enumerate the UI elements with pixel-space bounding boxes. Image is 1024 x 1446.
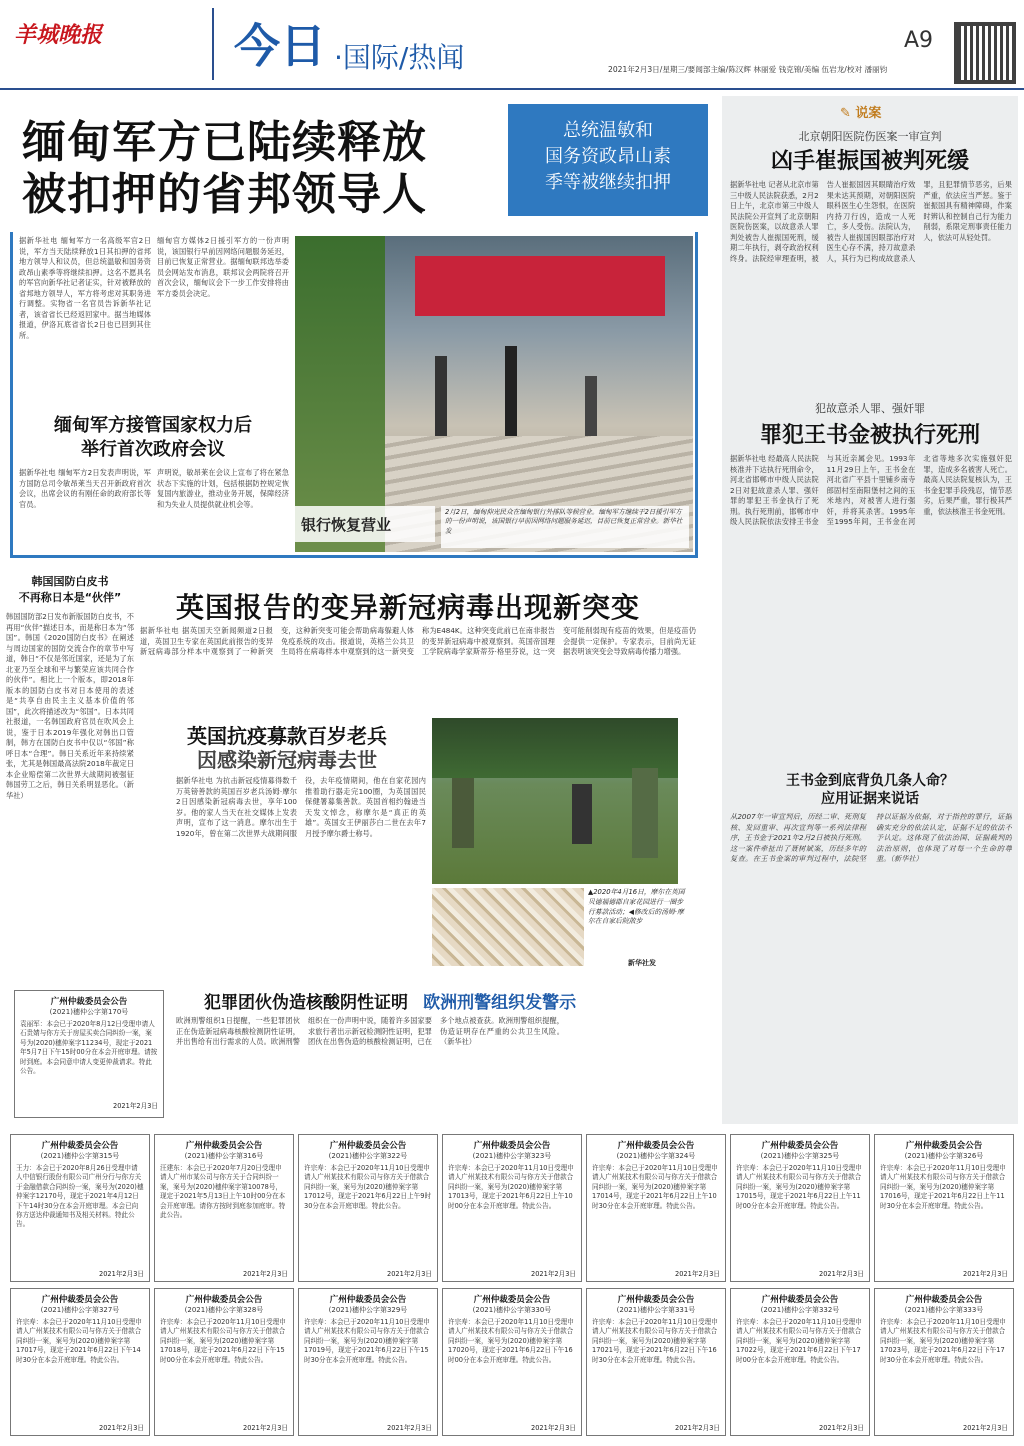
notice-date: 2021年2月3日 bbox=[963, 1270, 1008, 1278]
notices-grid bbox=[10, 1134, 1018, 1440]
notice-box bbox=[586, 1134, 726, 1282]
notice-box bbox=[874, 1288, 1014, 1436]
notice-box bbox=[442, 1288, 582, 1436]
lead-deck: 总统温敏和 国务资政昂山素 季等被继续扣押 bbox=[508, 104, 708, 216]
notice-body: 许宗寿：本会已于2020年11月10日受理申请人广州某技术有限公司与你方关于借款合同纠纷一案，案号为(2020)穗仲案字第17013号，现定于2021年6月22日上午10时00分在本会开庭审理。特此公告。 bbox=[448, 1164, 574, 1210]
qr-code bbox=[954, 22, 1016, 84]
notice-date: 2021年2月3日 bbox=[99, 1270, 144, 1278]
notice-body: 许宗寿：本会已于2020年11月10日受理申请人广州某技术有限公司与你方关于借款合同纠纷一案，案号为(2020)穗仲案字第17021号，现定于2021年6月22日下午16时30分在本会开庭审理。特此公告。 bbox=[592, 1318, 718, 1364]
notice-date: 2021年2月3日 bbox=[819, 1424, 864, 1432]
bank-photo bbox=[295, 236, 693, 552]
notice-body: 许宗寿：本会已于2020年11月10日受理申请人广州某技术有限公司与你方关于借款合同纠纷一案，案号为(2020)穗仲案字第17022号，现定于2021年6月22日下午17时00分在本会开庭审理。特此公告。 bbox=[736, 1318, 862, 1364]
notice-170: 广州仲裁委员会公告 (2021)穗仲公字第170号 袁丽军：本会已于2020年8月12日受理申请人石贵婧与你方关于房屋买卖合同纠纷一案，案号为(2020)穗仲案字11234号，现定于2021年5月7日下午15时00分在本会开庭审理。请按时到庭。本会同意申请人变更仲裁请求。特此公告。 2021年2月3日 bbox=[14, 990, 164, 1118]
notice-date: 2021年2月3日 bbox=[675, 1424, 720, 1432]
case-label: ✎ 说案 bbox=[840, 106, 882, 121]
notice-body: 许宗寿：本会已于2020年11月10日受理申请人广州某技术有限公司与你方关于借款合同纠纷一案，案号为(2020)穗仲案字第17012号，现定于2021年6月22日上午9时30分在本会开庭审理。特此公告。 bbox=[304, 1164, 432, 1210]
notice-number: (2021)穗仲公字第323号 bbox=[472, 1152, 552, 1160]
notice-title: 广州仲裁委员会公告 bbox=[905, 1141, 983, 1151]
notice-title: 广州仲裁委员会公告 bbox=[617, 1295, 695, 1305]
notice-date: 2021年2月3日 bbox=[99, 1424, 144, 1432]
mid-body: 据新华社电 据英国天空新闻频道2日报道，英国卫生专家在英国此前报告的变异新冠病毒部分样本中观察到了一种新突变，这种新突变可能会帮助病毒躲避人体免疫系统的攻击。报道说，英格兰公共卫生局将在病毒样本中观察到的这一新突变称为E484K。这种突变此前已在南非报告的变异新冠病毒中被观察到。英国帝国理工学院病毒学家斯蒂芬·格里芬说，这一突变可能削弱现有疫苗的效果，但是疫苗仍会提供一定保护。专家表示，目前尚无证据表明该突变会导致病毒传播力增强。 bbox=[140, 626, 696, 656]
section-title: 今日 bbox=[234, 19, 326, 73]
left-column: 韩国国防白皮书 不再称日本是“伙伴” 韩国国防部2日发布新版国防白皮书，不再用“伙伴”描述日本，而是称日本为“邻国”。韩国《2020国防白皮书》在阐述与周边国家的国防交流合作的章节中写道，韩日“不仅是邻近国家，还是为了东北亚乃至全球和平与繁荣应该共同合作的伙伴”。相比上一个版本，即2018年版本的国防白皮书对日本使用的表述是“共享自由民主主义基本价值的邻国”，此次将描述改为“邻国”。日本共同社报道，一名韩国政府官员在吹风会上说，鉴于日本2019年强化对韩出口管制，韩方在国防白皮书中仅以“邻国”称呼日本“合理”。韩日关系近年来持续紧张，尤其是韩国最高法院2018年裁定日本企业赔偿第二次世界大战期间被强征韩国劳工之后，韩日关系明显恶化。（新华社） bbox=[6, 574, 134, 984]
veteran-photo-caption: ▲2020年4月16日，摩尔在英国贝德福德郡自家花园进行一圈步行募款活动；◀修改后的汤姆·摩尔在自家后院散步 bbox=[588, 888, 685, 926]
notice-title: 广州仲裁委员会公告 bbox=[473, 1141, 551, 1151]
crime-headline: 犯罪团伙伪造核酸阴性证明 bbox=[204, 993, 408, 1013]
notice-date: 2021年2月3日 bbox=[243, 1424, 288, 1432]
lead-box bbox=[10, 232, 698, 558]
mid-sub-headline: 英国抗疫募款百岁老兵 因感染新冠病毒去世 bbox=[187, 724, 387, 772]
right-column bbox=[722, 96, 1018, 1124]
notice-date: 2021年2月3日 bbox=[387, 1424, 432, 1432]
notice-date: 2021年2月3日 bbox=[819, 1270, 864, 1278]
notice-body: 许宗寿：本会已于2020年11月10日受理申请人广州某技术有限公司与你方关于借款合同纠纷一案，案号为(2020)穗仲案字第17016号，现定于2021年6月22日上午11时30分在本会开庭审理。特此公告。 bbox=[880, 1164, 1006, 1210]
lead-body-2: 缅甸官方媒体2日援引军方的一份声明说，该国银行早前因网络问题服务延迟，目前已恢复正常营业。据缅甸联邦选举委员会网站发布消息，联邦议会两院将召开首次会议，缅甸议会下一步工作安排将由军方委员会决定。 bbox=[157, 236, 289, 298]
notice-box bbox=[298, 1288, 438, 1436]
photo-note: 2月2日，缅甸仰光民众在缅甸银行外排队等候营业。缅甸军方继续于2日援引军方的一份声明说，该国银行早前因网络问题服务延迟，目前已恢复正常营业。新华社发 bbox=[441, 506, 689, 548]
notice-body: 汪建东：本会已于2020年7月20日受理申请人广州市某公司与你方关于合同纠纷一案，案号为(2020)穗仲案字第10078号，现定于2021年5月13日上午10时00分在本会开庭审理。请你方按时到庭参加庭审。特此公告。 bbox=[160, 1164, 286, 1220]
photo-credit: 新华社发 bbox=[628, 959, 656, 967]
notice-number: (2021)穗仲公字第333号 bbox=[904, 1306, 984, 1314]
notice-body: 许宗寿：本会已于2020年11月10日受理申请人广州某技术有限公司与你方关于借款合同纠纷一案，案号为(2020)穗仲案字第17023号，现定于2021年6月22日下午17时30分在本会开庭审理。特此公告。 bbox=[880, 1318, 1006, 1364]
notice-box bbox=[154, 1288, 294, 1436]
left-col-body: 韩国国防部2日发布新版国防白皮书，不再用“伙伴”描述日本，而是称日本为“邻国”。韩国《2020国防白皮书》在阐述与周边国家的国防交流合作的章节中写道，韩日“不仅是邻近国家，还是为了东北亚乃至全球和平与繁荣应该共同合作的伙伴”。相比上一个版本，即2018年版本的国防白皮书对日本使用的表述是“共享自由民主主义基本价值的邻国”，此次将描述改为“邻国”。日本共同社报道，一名韩国政府官员在吹风会上说，鉴于日本2019年强化对韩出口管制，韩方在国防白皮书中仅以“邻国”称呼日本“合理”。韩日关系近年来持续紧张，尤其是韩国最高法院2018年裁定日本企业赔偿第二次世界大战期间被强征韩国劳工之后，韩日关系明显恶化。（新华社） bbox=[6, 612, 134, 800]
notice-title: 广州仲裁委员会公告 bbox=[329, 1295, 407, 1305]
case2-body: 据新华社电 经最高人民法院核准并下达执行死刑命令，河北省邯郸市中级人民法院2日对犯故意杀人罪、强奸罪的罪犯王书金执行了死刑。执行死刑前，邯郸市中级人民法院依法安排王书金与其近亲属会见。1993年11月29日上午，王书金在河北省广平县十里铺乡南寺郎固村至南阳堡村之间的玉米地内，对被害人进行强奸，并将其杀害。1995年至1995年间，王书金在河北省等地多次实施强奸犯罪，造成多名被害人死亡。最高人民法院复核认为，王书金犯罪手段残忍，情节恶劣，后果严重，罪行极其严重，依法核准王书金死刑。 bbox=[730, 454, 1012, 526]
case-body: 据新华社电 记者从北京市第三中级人民法院获悉，2月2日上午，北京市第三中级人民法院公开宣判了北京朝阳医院伤医案，以故意杀人罪判处被告人崔振国死刑，缓期二年执行，剥夺政治权利终身。法院经审理查明，被告人崔振国因其眼睛治疗效果未达其预期，对朝阳医院眼科医生心生怨恨，在医院内持刀行凶，造成一人死亡，多人受伤。法院认为，被告人崔振国因眼部治疗对医生心存不满，持刀故意杀人，其行为已构成故意杀人罪，且犯罪情节恶劣，后果严重，依法应当严惩。鉴于崔振国具有精神障碍，作案时辨认和控制自己行为能力削弱，系限定刑事责任能力人，依法可从轻处罚。 bbox=[730, 180, 1012, 263]
notice-box bbox=[10, 1134, 150, 1282]
notice-box bbox=[154, 1134, 294, 1282]
cards-photo bbox=[432, 888, 584, 966]
notice-body: 许宗寿：本会已于2020年11月10日受理申请人广州某技术有限公司与你方关于借款合同纠纷一案，案号为(2020)穗仲案字第17019号，现定于2021年6月22日下午15时30分在本会开庭审理。特此公告。 bbox=[304, 1318, 430, 1364]
notice-number: (2021)穗仲公字第322号 bbox=[328, 1152, 408, 1160]
notice-date: 2021年2月3日 bbox=[243, 1270, 288, 1278]
notice-number: (2021)穗仲公字第327号 bbox=[40, 1306, 120, 1314]
notice-body: 许宗寿：本会已于2020年11月10日受理申请人广州某技术有限公司与你方关于借款合同纠纷一案，案号为(2020)穗仲案字第17017号，现定于2021年6月22日下午14时30分在本会开庭审理。特此公告。 bbox=[16, 1318, 142, 1364]
lead-sub-headline: 缅甸军方接管国家权力后 举行首次政府会议 bbox=[54, 415, 252, 460]
notice-box bbox=[730, 1134, 870, 1282]
notice-number: (2021)穗仲公字第316号 bbox=[184, 1152, 264, 1160]
mid-headline: 英国报告的变异新冠病毒出现新突变 bbox=[176, 591, 641, 624]
photo-caption-label: 银行恢复营业 bbox=[295, 506, 435, 542]
notice-box bbox=[442, 1134, 582, 1282]
notice-box bbox=[298, 1134, 438, 1282]
section-subtitle: ·国际/热闻 bbox=[334, 41, 465, 74]
notice-number: (2021)穗仲公字第315号 bbox=[40, 1152, 120, 1160]
case2-headline: 罪犯王书金被执行死刑 bbox=[759, 422, 980, 448]
lead-body-1: 据新华社电 缅甸军方一名高级军官2日说，军方当天陆续释放1日其扣押的省邦地方领导人和议员，但总统温敏和国务资政昂山素季等将继续扣押。这名不愿具名的军官向新华社记者证实，针对被释放的省邦地方领导人，军方将考虑对其职务进行调整。实物省一名官员告诉新华社记者，该省省长已经返回家中。据当地媒体报道，伊洛瓦底省省长2日也已回到其住所。 bbox=[19, 236, 151, 340]
notice-date: 2021年2月3日 bbox=[531, 1424, 576, 1432]
mid-body-3: 欧洲刑警组织1日提醒，一些犯罪团伙正在伪造新冠病毒核酸检测阴性证明，并出售给有出行需求的人员。欧洲刑警组织在一份声明中说，随着许多国家要求旅行者出示新冠检测阴性证明，犯罪团伙在出售伪造的核酸检测证明，已在多个地点被查获。欧洲刑警组织提醒，伪造证明存在严重的公共卫生风险。（新华社） bbox=[176, 1016, 564, 1046]
lead-headline-1: 缅甸军方已陆续释放 bbox=[22, 117, 427, 168]
notice-box bbox=[586, 1288, 726, 1436]
lead-sub-body-1: 据新华社电 缅甸军方2日发表声明说，军方国防总司令敏昂莱当天召开新政府首次会议，出席会议的有刚任命的政府部长等官员。 bbox=[19, 468, 151, 509]
notice-number: (2021)穗仲公字第332号 bbox=[760, 1306, 840, 1314]
notice-title: 广州仲裁委员会公告 bbox=[617, 1141, 695, 1151]
notice-title: 广州仲裁委员会公告 bbox=[329, 1141, 407, 1151]
notice-title: 广州仲裁委员会公告 bbox=[473, 1295, 551, 1305]
notice-box bbox=[10, 1288, 150, 1436]
lead-headline-2: 被扣押的省邦领导人 bbox=[22, 169, 427, 220]
notice-number: (2021)穗仲公字第325号 bbox=[760, 1152, 840, 1160]
case2-kicker: 犯故意杀人罪、强奸罪 bbox=[815, 402, 925, 415]
notice-date: 2021年2月3日 bbox=[387, 1270, 432, 1278]
notice-body: 许宗寿：本会已于2020年11月10日受理申请人广州某技术有限公司与你方关于借款合同纠纷一案，案号为(2020)穗仲案字第17015号，现定于2021年6月22日上午11时00分在本会开庭审理。特此公告。 bbox=[736, 1164, 862, 1210]
page-number: A9 bbox=[904, 28, 934, 53]
logo: 羊城晚报 bbox=[14, 22, 103, 48]
notice-body: 许宗寿：本会已于2020年11月10日受理申请人广州某技术有限公司与你方关于借款合同纠纷一案，案号为(2020)穗仲案字第17014号，现定于2021年6月22日上午10时30分在本会开庭审理。特此公告。 bbox=[592, 1164, 718, 1210]
mid-body-2: 据新华社电 为抗击新冠疫情募得数千万英镑善款的英国百岁老兵汤姆·摩尔2日因感染新冠病毒去世，享年100岁。他的家人当天在社交媒体上发表声明，宣布了这一消息。摩尔出生于1920年，曾在第二次世界大战期间服役，去年疫情期间，他在自家花园内推着助行器走完100圈，为英国国民保健署募集善款。英国首相约翰逊当天发文悼念，称摩尔是“真正的英雄”。英国女王伊丽莎白二世在去年7月授予摩尔爵士称号。 bbox=[176, 776, 426, 838]
notice-body: 王力：本会已于2020年8月26日受理申请人中信银行股份有限公司广州分行与你方关于金融借款合同纠纷一案，案号为(2020)穗仲案字12170号，现定于2021年4月12日下午14时30分在本会开庭审理。本会已向你方送达仲裁通知书及相关材料。特此公告。 bbox=[16, 1164, 144, 1229]
case-headline: 凶手崔振国被判死缓 bbox=[770, 148, 969, 174]
notice-title: 广州仲裁委员会公告 bbox=[41, 1295, 119, 1305]
case-kicker: 北京朝阳医院伤医案一审宣判 bbox=[798, 130, 942, 143]
notice-title: 广州仲裁委员会公告 bbox=[185, 1295, 263, 1305]
notice-title: 广州仲裁委员会公告 bbox=[185, 1141, 263, 1151]
notice-box bbox=[874, 1134, 1014, 1282]
notice-number: (2021)穗仲公字第324号 bbox=[616, 1152, 696, 1160]
notice-number: (2021)穗仲公字第326号 bbox=[904, 1152, 984, 1160]
commentary-headline: 王书金到底背负几条人命？ 应用证据来说话 bbox=[786, 773, 954, 807]
notice-number: (2021)穗仲公字第331号 bbox=[616, 1306, 696, 1314]
notice-date: 2021年2月3日 bbox=[963, 1424, 1008, 1432]
crime-headline-b: 欧洲刑警组织发警示 bbox=[423, 993, 577, 1013]
commentary-body: 从2007年一审宣判后，历经二审、死刑复核、发回重审、再次宣判等一系列法律程序，王书金于2021年2月2日被执行死刑。这一案件牵扯出了聂树斌案，历经多年的复查。在王书金案的审判过程中，法院坚持以证据为依据，对于指控的罪行，证据确实充分的依法认定，证据不足的依法不予认定。这体现了依法治国、证据裁判的法治原则，也体现了对每一个生命的尊重。（新华社） bbox=[730, 812, 1012, 863]
notice-body: 许宗寿：本会已于2020年11月10日受理申请人广州某技术有限公司与你方关于借款合同纠纷一案，案号为(2020)穗仲案字第17020号，现定于2021年6月22日下午16时00分在本会开庭审理。特此公告。 bbox=[448, 1318, 574, 1364]
notice-box bbox=[730, 1288, 870, 1436]
notice-title: 广州仲裁委员会公告 bbox=[41, 1141, 119, 1151]
notice-number: (2021)穗仲公字第330号 bbox=[472, 1306, 552, 1314]
notice-title: 广州仲裁委员会公告 bbox=[905, 1295, 983, 1305]
notice-title: 广州仲裁委员会公告 bbox=[761, 1141, 839, 1151]
notice-date: 2021年2月3日 bbox=[531, 1270, 576, 1278]
notice-title: 广州仲裁委员会公告 bbox=[761, 1295, 839, 1305]
veteran-photo bbox=[432, 718, 678, 884]
notice-body: 许宗寿：本会已于2020年11月10日受理申请人广州某技术有限公司与你方关于借款合同纠纷一案，案号为(2020)穗仲案字第17018号，现定于2021年6月22日下午15时00分在本会开庭审理。特此公告。 bbox=[160, 1318, 286, 1364]
notice-number: (2021)穗仲公字第328号 bbox=[184, 1306, 264, 1314]
date-line: 2021年2月3日/星期三/要闻部主编/陈汉辉 林丽爱 钱克锦/美编 伍岩龙/校对 潘丽钧 bbox=[608, 65, 888, 74]
lead-sub-body-2: 声明说，敏昂莱在会议上宣布了将在紧急状态下实施的计划，包括根据防控规定恢复国内旅游业，推动业务开展，保障经济和为失业人员提供就业机会等。 bbox=[157, 468, 289, 509]
notice-number: (2021)穗仲公字第329号 bbox=[328, 1306, 408, 1314]
masthead bbox=[0, 0, 1024, 88]
notice-date: 2021年2月3日 bbox=[675, 1270, 720, 1278]
